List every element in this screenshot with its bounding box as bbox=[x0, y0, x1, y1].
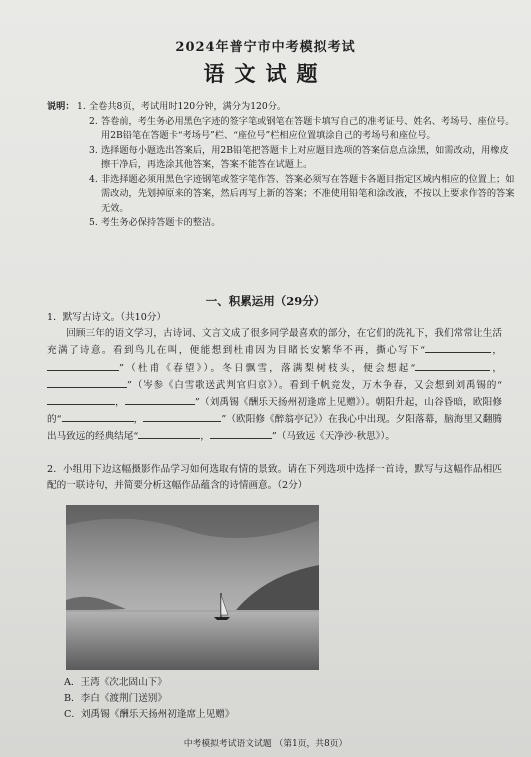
question-1 bbox=[47, 310, 502, 446]
instruction-item bbox=[89, 216, 517, 231]
question-1-passage: 回顾三年的语文学习，古诗词、文言文成了很多同学最喜欢的部分，在它们的洗礼下，我们常常让生活充满了诗意。看到鸟儿在叫，便能想到杜甫因为目睹长安繁华不再，撕心写下“ ，”（杜甫《春望》）。冬日飘雪，落满梨树枝头，便会想起“ ，”（岑参《白雪歌送武判官归京》）。看到千帆竞发，万木争春，又会想到刘禹锡的“， ”（刘禹锡《酬乐天扬州初逢席上见赠》）。朝阳升起，山谷昏暗，欧阳修的“ ， ”（欧阳修《醉翁亭记》）在我心中出现。夕阳落幕，脑海里又翻腾出马致远的经典结尾“ ， ”（马致远《天净沙·秋思》）。 bbox=[47, 328, 503, 443]
answer-blank[interactable] bbox=[143, 411, 221, 422]
answer-blank[interactable] bbox=[47, 394, 115, 405]
instruction-text: 全卷共8页，考试用时120分钟，满分为120分。 bbox=[89, 101, 287, 112]
question-2-options bbox=[64, 675, 234, 723]
passage-source-2: ”（岑参《白雪歌送武判官归京》）。看到千帆竞发，万木争春，又会想到刘禹锡的“ bbox=[127, 379, 502, 391]
instruction-number: 4. bbox=[89, 173, 98, 185]
option-a: A．王湾《次北固山下》 bbox=[64, 677, 167, 688]
instruction-text: 非选择题必须用黑色字迹钢笔或签字笔作答、答案必须写在答题卡各题目指定区域内相应的位置上；如需改动，先划掉原来的答案，然后再写上新的答案；不准使用铅笔和涂改液，不按以上要求作答的答案无效。 bbox=[101, 173, 515, 214]
passage-source-3: ”（刘禹锡《酬乐天扬州初逢席上见赠》）。朝阳升起，山谷昏暗，欧阳修的“ bbox=[47, 397, 503, 426]
passage-intro: 回顾三年的语文学习，古诗词、文言文成了很多同学最喜欢的部分，在它们的洗礼下，我们常常让生活充满了诗意。看到鸟儿在叫，便能想到杜甫因为目睹长安繁华不再，撕心写下“ bbox=[47, 328, 502, 357]
instruction-number: 1. bbox=[77, 101, 86, 112]
answer-blank[interactable] bbox=[47, 360, 119, 371]
instruction-text: 答卷前，考生务必用黑色字迹的签字笔或钢笔在答题卡填写自己的准考证号、姓名、考场号、座位号。用2B铅笔在答题卡“考场号”栏、“座位号”栏相应位置填涂自己的考场号和座位号。 bbox=[101, 115, 515, 141]
instruction-number: 2. bbox=[89, 115, 98, 127]
answer-blank[interactable] bbox=[210, 428, 272, 439]
option-b: B．李白《渡荆门送别》 bbox=[64, 693, 167, 704]
instruction-number: 3. bbox=[89, 144, 98, 156]
page-footer: 中考模拟考试语文试题 （第1页，共8页） bbox=[183, 739, 348, 749]
question-1-stem: 1．默写古诗文。（共10分） bbox=[47, 312, 167, 323]
instruction-text: 选择题每小题选出答案后，用2B铅笔把答题卡上对应题目选项的答案信息点涂黑，如需改动，用橡皮擦干净后，再选涂其他答案，答案不能答在试题上。 bbox=[101, 144, 509, 170]
lake-photo-image bbox=[66, 505, 319, 670]
answer-blank[interactable] bbox=[425, 342, 491, 353]
section-heading: 一、积累运用（29分） bbox=[205, 294, 326, 308]
question-2-stem: 2．小组用下边这幅摄影作品学习如何选取有情的景致。请在下列选项中选择一首诗，默写与这幅作品相匹配的一联诗句，并简要分析这幅作品蕴含的诗情画意。（2分） bbox=[47, 464, 502, 492]
instruction-item bbox=[47, 100, 517, 115]
lake-photograph bbox=[66, 505, 319, 670]
passage-source-5: ”（马致远《天净沙·秋思》）。 bbox=[271, 431, 395, 443]
instruction-text: 考生务必保持答题卡的整洁。 bbox=[101, 217, 221, 228]
instruction-item bbox=[89, 173, 517, 217]
instruction-item bbox=[89, 115, 517, 144]
passage-source-4: ”（欧阳修《醉翁亭记》）在我心中出现。夕阳落幕，脑海里又翻腾出马致远的经典结尾“ bbox=[47, 414, 503, 443]
instruction-number: 5. bbox=[89, 217, 98, 228]
instructions-label: 说明： bbox=[47, 101, 75, 112]
answer-blank[interactable] bbox=[47, 377, 127, 388]
option-c: C．刘禹锡《酬乐天扬州初逢席上见赠》 bbox=[64, 709, 235, 720]
exam-title: 2024年普宁市中考模拟考试 bbox=[175, 40, 356, 55]
passage-source-1: ”（杜甫《春望》）。冬日飘雪，落满梨树枝头，便会想起“ bbox=[119, 362, 416, 374]
instructions bbox=[47, 100, 517, 231]
answer-blank[interactable] bbox=[415, 360, 490, 371]
answer-blank[interactable] bbox=[138, 428, 200, 439]
answer-blank[interactable] bbox=[62, 411, 134, 422]
instruction-item bbox=[89, 144, 517, 173]
subject-title: 语文试题 bbox=[203, 61, 328, 86]
answer-blank[interactable] bbox=[125, 394, 195, 405]
